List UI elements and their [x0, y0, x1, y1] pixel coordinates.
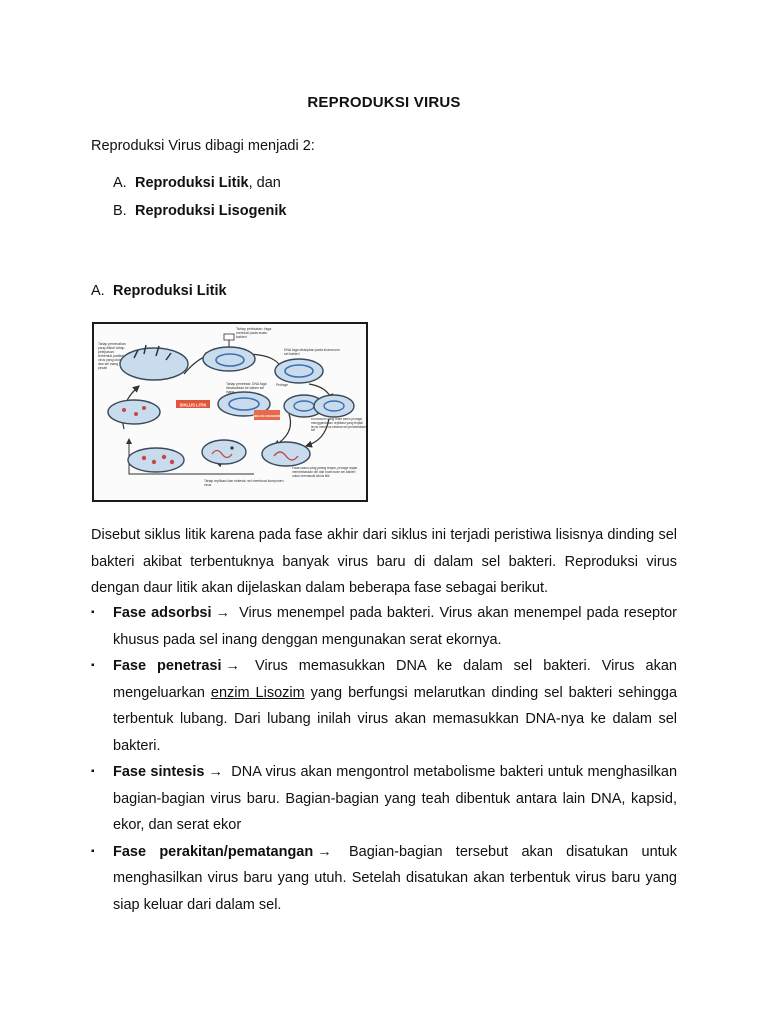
- cell-dna-insert: [275, 359, 323, 383]
- page-title: REPRODUKSI VIRUS: [307, 94, 461, 111]
- label-profage: Profage: [276, 383, 288, 387]
- toc-label: Reproduksi Lisogenik: [135, 203, 287, 219]
- arrow-icon: →: [215, 605, 231, 621]
- label-release: Tahap pemecahan yang diikuti tahap pelepasan: terbentuk partikel virus yang utuh dan sel inang pecah: [98, 342, 126, 370]
- toc-marker: B.: [113, 203, 127, 219]
- bullet-marker: ▪: [91, 845, 95, 857]
- lytic-badge-label: SIKLUS LITIK: [179, 402, 207, 408]
- list-item-adsorbsi: [91, 600, 677, 653]
- lytic-description-paragraph: Disebut siklus litik karena pada fase akhir dari siklus ini terjadi peristiwa lisisnya dinding sel bakteri akibat terbentuknya banyak virus baru di dalam sel bakteri. Reproduksi virus dengan daur litik akan dijelaskan dalam beberapa fase sebagai berikut.: [91, 527, 677, 596]
- cell-switch: [262, 442, 310, 466]
- label-dna-in: DNA faga disisipkan pada kromosom sel bakteri: [284, 348, 340, 356]
- phase-text: Virus memasukkan DNA ke dalam sel bakteri. Virus akan mengeluarkan: [113, 658, 677, 701]
- cell-replication: [128, 448, 184, 472]
- section-label: Reproduksi Litik: [113, 283, 227, 299]
- bullet-marker: ▪: [91, 660, 95, 671]
- enzyme-link[interactable]: enzim Lisozim: [210, 684, 305, 701]
- list-item-penetrasi: [91, 653, 677, 759]
- label-replication: Tahap replikasi dan sintesis: sel membuat komponen virus: [204, 479, 284, 487]
- arrow-icon: →: [317, 843, 332, 860]
- cell-lysed: [108, 400, 160, 424]
- section-heading-a: [91, 283, 227, 299]
- intro-text: Reproduksi Virus dibagi menjadi 2:: [91, 138, 315, 154]
- phase-text: Bagian-bagian tersebut akan disatukan untuk menghasilkan virus baru yang utuh. Setelah disatukan akan terbentuk virus baru yang siap keluar dari dalam sel.: [113, 843, 677, 913]
- label-division: Kromosom yang telah berisi profage menggandakan replikasi yang terjadi terus menerus selama sel pembelahan sel: [311, 418, 366, 433]
- cell-attach: [203, 334, 255, 371]
- arrow-icon: →: [208, 764, 223, 780]
- phase-text: DNA virus akan mengontrol metabolisme bakteri untuk menghasilkan bagian-bagian virus baru. Bagian-bagian yang teah dibentuk antara lain DNA, kapsid, ekor, dan serat ekor: [113, 764, 678, 833]
- phase-term: Fase penetrasi: [113, 658, 222, 674]
- lytic-cycle-svg: [94, 324, 366, 500]
- label-attach: Tahap pelekatan: faga melekat pada suatu bakteri: [236, 327, 272, 339]
- bullet-marker: ▪: [91, 766, 95, 777]
- lysogenic-badge-label: SIKLUS LISOGENIK: [252, 414, 282, 418]
- list-item-perakitan: [91, 839, 677, 919]
- toc-label: Reproduksi Litik: [135, 175, 249, 191]
- phase-list: [91, 600, 677, 918]
- toc-suffix: , dan: [248, 175, 281, 191]
- phase-text-continued: yang berfungsi melarutkan dinding sel bakteri sehingga terbentuk lubang. Dari lubang inilah virus akan memasukkan DNA-nya ke dalam sel bakteri.: [113, 684, 678, 754]
- toc-marker: A.: [113, 175, 127, 191]
- toc-item-a: [113, 175, 281, 191]
- cell-release: [120, 345, 188, 380]
- list-item-sintesis: [91, 759, 677, 839]
- label-switch: Pada kasus yang jarang terjadi, profage dapat membebaskan diri dari kromosom sel bakteri untuk memasuki siklus litik: [292, 467, 358, 478]
- section-marker: A.: [91, 283, 105, 299]
- bullet-marker: ▪: [91, 607, 95, 618]
- lytic-cycle-diagram: [92, 322, 368, 502]
- phase-text: Virus menempel pada bakteri. Virus akan menempel pada reseptor khusus pada sel inang denggan mengunakan serat ekornya.: [113, 605, 678, 648]
- cell-division: [284, 395, 354, 417]
- phase-term: Fase sintesis: [113, 764, 205, 780]
- phase-term: Fase perakitan/pematangan: [113, 843, 314, 860]
- arrow-icon: →: [225, 658, 241, 674]
- cell-synthesis: [202, 440, 246, 464]
- phase-term: Fase adsorbsi: [113, 605, 212, 621]
- label-penetration: Tahap penetrasi: DNA faga dimasukkan ke dalam sel inang: [226, 382, 267, 394]
- toc-item-b: [113, 203, 286, 219]
